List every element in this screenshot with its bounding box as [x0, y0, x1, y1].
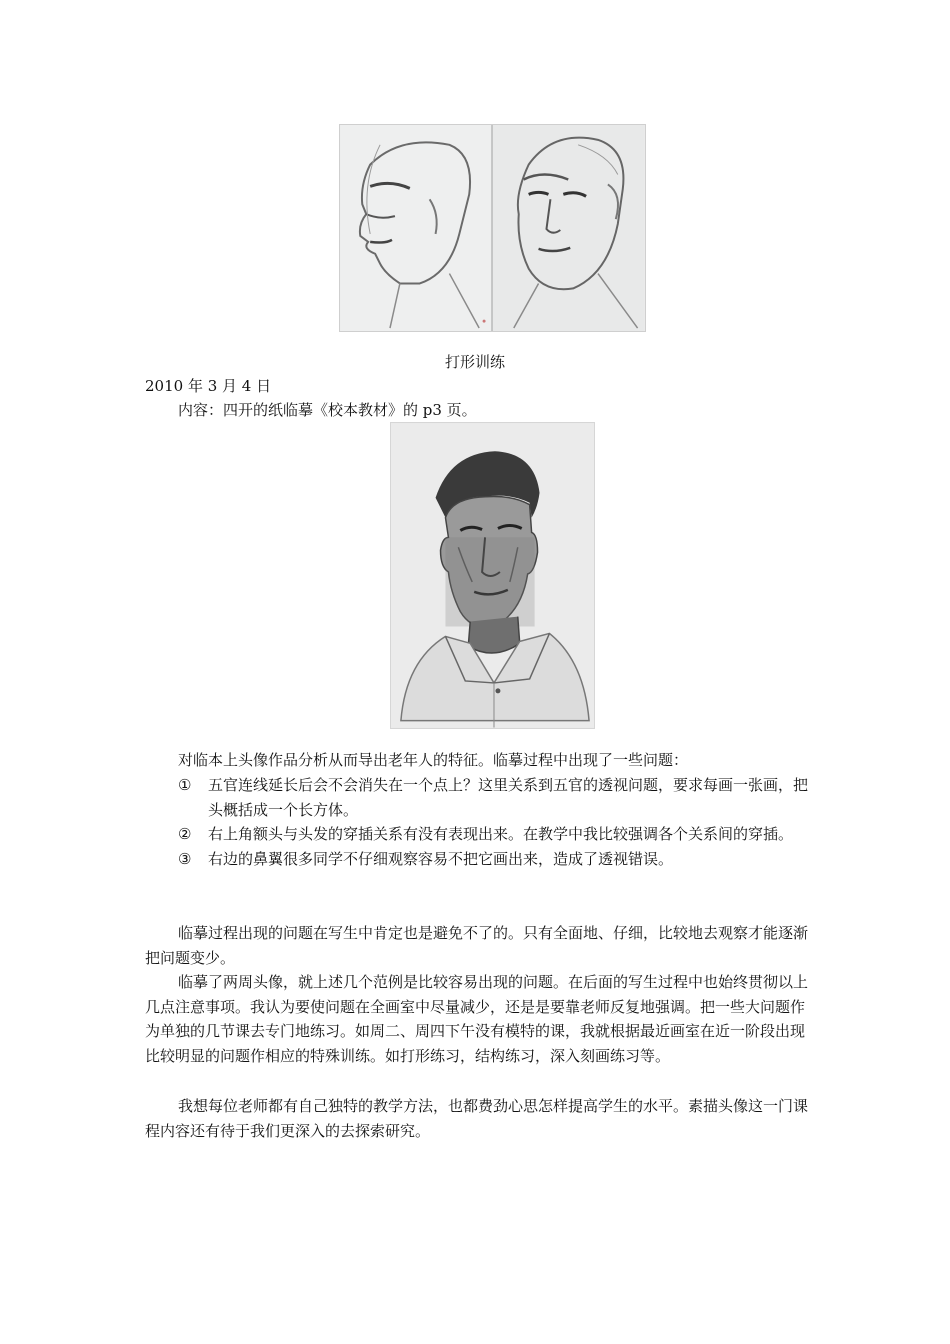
date-line: 2010 年 3 月 4 日 [145, 377, 272, 395]
list-item [145, 773, 813, 822]
list-text: 右边的鼻翼很多同学不仔细观察容易不把它画出来，造成了透视错误。 [208, 849, 674, 868]
body-paragraph: 临摹过程出现的问题在写生中肯定也是避免不了的。只有全面地、仔细，比较地去观察才能逐渐把问题变少。 [145, 924, 809, 967]
issue-list [145, 773, 813, 871]
body-paragraph: 我想每位老师都有自己独特的教学方法，也都费劲心思怎样提高学生的水平。素描头像这一门课程内容还有待于我们更深入的去探索研究。 [145, 1097, 809, 1140]
list-item [145, 822, 813, 847]
intro-paragraph: 对临本上头像作品分析从而导出老年人的特征。临摹过程中出现了一些问题： [178, 751, 689, 769]
list-item [145, 847, 813, 872]
list-text: 五官连线延长后会不会消失在一个点上？这里关系到五官的透视问题，要求每画一张画，把头概括成一个长方体。 [208, 776, 809, 819]
sketch-drawing [340, 125, 645, 331]
list-text: 右上角额头与头发的穿插关系有没有表现出来。在教学中我比较强调各个关系间的穿插。 [208, 825, 794, 843]
portrait-drawing [391, 423, 594, 728]
content-line: 内容：四开的纸临摹《校本教材》的 p3 页。 [178, 401, 477, 419]
portrait-image [390, 422, 595, 729]
list-number: ③ [178, 849, 192, 868]
sketch-image [339, 124, 646, 332]
figure-caption: 打形训练 [444, 353, 505, 371]
list-number: ① [178, 776, 192, 794]
list-number: ② [178, 825, 192, 843]
body-paragraph: 临摹了两周头像，就上述几个范例是比较容易出现的问题。在后面的写生过程中也始终贯彻以上几点注意事项。我认为要使问题在全画室中尽量减少，还是是要靠老师反复地强调。把一些大问题作为单独的几节课去专门地练习。如周二、周四下午没有模特的课，我就根据最近画室在近一阶段出现比较明显的问题作相应的特殊训练。如打形练习，结构练习，深入刻画练习等。 [145, 973, 809, 1065]
